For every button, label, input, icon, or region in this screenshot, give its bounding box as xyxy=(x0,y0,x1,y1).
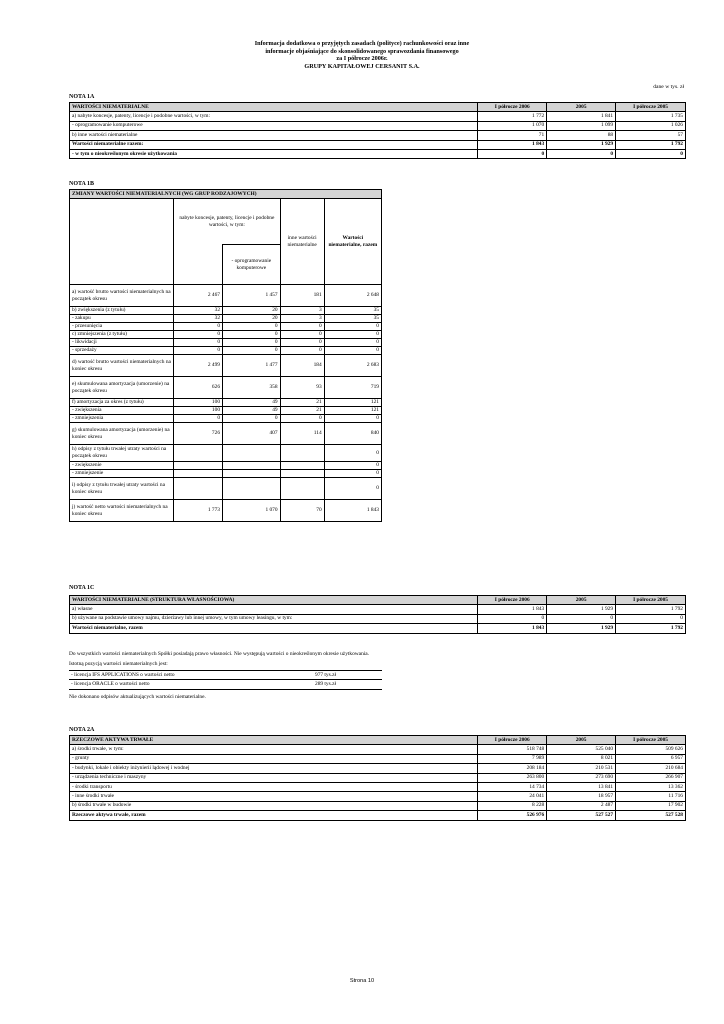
cell-value: 1 843 xyxy=(478,624,547,633)
table-row xyxy=(70,407,382,415)
table-title: ZMIANY WARTOŚCI NIEMATERIALNYCH (WG GRUP RODZAJOWYCH) xyxy=(70,190,382,199)
cell-value: 13 841 xyxy=(547,782,616,791)
cell-value: 93 xyxy=(280,377,324,399)
cell-value: 0 xyxy=(280,415,324,423)
cell-value: 210 531 xyxy=(547,764,616,773)
cell-value: 18 957 xyxy=(547,792,616,801)
cell-value: 2 499 xyxy=(174,355,223,377)
cell-value: 2 487 xyxy=(547,801,616,810)
cell-value: 263 800 xyxy=(478,773,547,782)
cell-value: 0 xyxy=(223,339,281,347)
row-label: i) odpisy z tytułu trwałej utraty wartości na koniec okresu xyxy=(70,478,174,500)
row-label: - grunty xyxy=(70,754,478,763)
cell-value: 49 xyxy=(223,399,281,407)
row-label: b) zwiększenia (z tytułu) xyxy=(70,307,174,315)
cell-value: 32 xyxy=(174,315,223,323)
table-row xyxy=(70,399,382,407)
cell-value xyxy=(174,445,223,462)
cell-value: 49 xyxy=(223,407,281,415)
cell-value: 0 xyxy=(324,462,381,470)
row-label: h) odpisy z tytułu trwałej utraty wartości na początek okresu xyxy=(70,445,174,462)
impairment-note: Nie dokonano odpisów aktualizujących wartości niematerialne. xyxy=(69,694,206,700)
cell-value: 13 362 xyxy=(616,782,686,791)
cell-value: 0 xyxy=(174,339,223,347)
nota-1c-table xyxy=(69,595,686,634)
row-label: f) amortyzacja za okres (z tytułu) xyxy=(70,399,174,407)
page-number: Strona 10 xyxy=(349,978,375,984)
table-row xyxy=(70,792,686,801)
cell-value: 0 xyxy=(478,614,547,623)
cell-value: 7 989 xyxy=(478,754,547,763)
license-intro: Istotną pozycją wartości niematerialnych jest: xyxy=(69,661,168,667)
cell-value: 0 xyxy=(174,347,223,355)
cell-value: 1 792 xyxy=(616,605,686,614)
cell-value: 0 xyxy=(223,323,281,331)
cell-value: 0 xyxy=(324,470,381,478)
header-line-3: za I półrocze 2006r. xyxy=(336,55,388,63)
header-line-2: informacje objaśniające do skonsolidowanego sprawozdania finansowego xyxy=(265,47,459,55)
cell-value xyxy=(223,478,281,500)
row-label: - zwiększenia xyxy=(70,407,174,415)
table-row xyxy=(70,764,686,773)
row-label: - zmniejszenie xyxy=(70,470,174,478)
cell-value xyxy=(280,462,324,470)
row-label: c) zmniejszenia (z tytułu) xyxy=(70,331,174,339)
table-row xyxy=(70,773,686,782)
cell-value: 0 xyxy=(324,331,381,339)
cell-value: 20 xyxy=(223,307,281,315)
cell-value: 0 xyxy=(616,614,686,623)
table-row xyxy=(70,423,382,445)
cell-value: 1 477 xyxy=(223,355,281,377)
cell-value: 70 xyxy=(280,500,324,522)
table-title: WARTOŚCI NIEMATERIALNE (STRUKTURA WŁASNOŚCIOWA) xyxy=(70,596,478,605)
cell-value: 0 xyxy=(324,323,381,331)
cell-value: 6 957 xyxy=(616,754,686,763)
cell-value: 527 527 xyxy=(547,811,616,820)
cell-value: 0 xyxy=(547,149,616,158)
cell-value: 1 026 xyxy=(616,121,686,130)
ownership-note: Do wszystkich wartości niematerialnych Spółki posiadają prawo własności. Nie występują wartości o nieokreślonym okresie użytkowania. xyxy=(69,651,370,657)
cell-value: 1 457 xyxy=(223,285,281,307)
cell-value: 525 040 xyxy=(547,745,616,754)
row-label: a) wartość brutto wartości niematerialnych na początek okresu xyxy=(70,285,174,307)
nota-1b-table xyxy=(69,189,382,522)
row-label: g) skumulowana amortyzacja (umorzenie) na koniec okresu xyxy=(70,423,174,445)
table-title: WARTOŚCI NIEMATERIALNE xyxy=(70,103,478,112)
cell-value: 0 xyxy=(280,347,324,355)
cell-value: 1 070 xyxy=(223,500,281,522)
cell-value: 1 772 xyxy=(478,112,547,121)
cell-value: 3 xyxy=(280,315,324,323)
license-value: 289 tys.zł xyxy=(313,680,382,689)
license-label: - licencja ORACLE o wartości netto xyxy=(69,680,313,689)
row-label: Wartości niematerialne razem: xyxy=(70,140,478,149)
row-label: Rzeczowe aktywa trwałe, razem xyxy=(70,811,478,820)
row-label: - urządzenia techniczne i maszyny xyxy=(70,773,478,782)
table-row xyxy=(70,811,686,820)
nota-2a-label: NOTA 2A xyxy=(69,727,95,733)
table-row xyxy=(70,624,686,633)
cell-value: 181 xyxy=(280,285,324,307)
row-label: - zmniejszenia xyxy=(70,415,174,423)
cell-value xyxy=(223,445,281,462)
row-label: - likwidacji xyxy=(70,339,174,347)
table-row xyxy=(70,315,382,323)
cell-value: 8 228 xyxy=(478,801,547,810)
cell-value: 88 xyxy=(547,131,616,140)
cell-value: 57 xyxy=(616,131,686,140)
table-row xyxy=(70,605,686,614)
cell-value: 1 735 xyxy=(616,112,686,121)
cell-value: 358 xyxy=(223,377,281,399)
cell-value: 210 684 xyxy=(616,764,686,773)
cell-value: 526 976 xyxy=(478,811,547,820)
column-header: I półrocze 2005 xyxy=(616,736,686,745)
cell-value: 121 xyxy=(324,407,381,415)
table-row xyxy=(70,121,686,130)
row-label: - w tym o nieokreślonym okresie użytkowania xyxy=(70,149,478,158)
table-row xyxy=(70,377,382,399)
cell-value: 1 792 xyxy=(616,140,686,149)
license-label: - licencja IFS APPLICATIONS o wartości netto xyxy=(69,671,313,680)
table-row xyxy=(70,347,382,355)
cell-value: 0 xyxy=(324,478,381,500)
cell-value: 626 xyxy=(174,377,223,399)
column-header: I półrocze 2005 xyxy=(616,103,686,112)
cell-value: 20 xyxy=(223,315,281,323)
cell-value: 0 xyxy=(223,347,281,355)
cell-value: 1 792 xyxy=(616,624,686,633)
cell-value: 184 xyxy=(280,355,324,377)
cell-value: 1 929 xyxy=(547,140,616,149)
cell-value: 2 683 xyxy=(324,355,381,377)
row-label: - sprzedaży xyxy=(70,347,174,355)
row-label: b) inne wartości niematerialne xyxy=(70,131,478,140)
column-header: nabyte koncesje, patenty, licencje i podobne wartości, w tym: xyxy=(174,199,280,245)
cell-value: 0 xyxy=(280,323,324,331)
column-header: I półrocze 2006 xyxy=(478,103,547,112)
column-header: 2005 xyxy=(547,103,616,112)
cell-value: 0 xyxy=(324,347,381,355)
license-table xyxy=(69,670,382,690)
cell-value: 1 841 xyxy=(547,112,616,121)
table-title: RZECZOWE AKTYWA TRWAŁE xyxy=(70,736,478,745)
document-header xyxy=(0,40,724,70)
cell-value: 100 xyxy=(174,399,223,407)
cell-value: 0 xyxy=(478,149,547,158)
cell-value: 0 xyxy=(174,323,223,331)
table-row xyxy=(70,500,382,522)
cell-value: 1 843 xyxy=(478,140,547,149)
row-label: - środki transportu xyxy=(70,782,478,791)
cell-value: 527 528 xyxy=(616,811,686,820)
header-line-1: Informacja dodatkowa o przyjętych zasadach (polityce) rachunkowości oraz inne xyxy=(254,40,470,47)
table-row xyxy=(70,445,382,462)
cell-value xyxy=(280,478,324,500)
table-row xyxy=(70,754,686,763)
cell-value: 35 xyxy=(324,307,381,315)
cell-value: 1 929 xyxy=(547,605,616,614)
table-row xyxy=(70,307,382,315)
table-row xyxy=(70,355,382,377)
table-row xyxy=(70,140,686,149)
cell-value: 1 773 xyxy=(174,500,223,522)
table-row xyxy=(70,614,686,623)
cell-value xyxy=(223,470,281,478)
table-row xyxy=(70,339,382,347)
cell-value: 0 xyxy=(280,331,324,339)
row-label: a) nabyte koncesje, patenty, licencje i podobne wartości, w tym: xyxy=(70,112,478,121)
cell-value: 726 xyxy=(174,423,223,445)
column-header: I półrocze 2005 xyxy=(616,596,686,605)
row-label: b) używane na podstawie umowy najmu, dzierżawy lub innej umowy, w tym umowy leasingu, w tym: xyxy=(70,614,478,623)
column-header: Wartości niematerialne, razem xyxy=(324,199,381,285)
cell-value: 14 734 xyxy=(478,782,547,791)
cell-value xyxy=(280,445,324,462)
cell-value: 2 467 xyxy=(174,285,223,307)
cell-value: 8 021 xyxy=(547,754,616,763)
cell-value xyxy=(280,470,324,478)
table-row xyxy=(70,478,382,500)
cell-value: 0 xyxy=(547,614,616,623)
row-label: - budynki, lokale i obiekty inżynierii lądowej i wodnej xyxy=(70,764,478,773)
cell-value: 0 xyxy=(324,415,381,423)
column-header: inne wartości niematerialne xyxy=(280,199,324,285)
cell-value: 35 xyxy=(324,315,381,323)
cell-value: 21 xyxy=(280,407,324,415)
row-label: - zakupu xyxy=(70,315,174,323)
cell-value: 1 099 xyxy=(547,121,616,130)
nota-2a-table xyxy=(69,735,686,821)
cell-value: 719 xyxy=(324,377,381,399)
row-label: d) wartość brutto wartości niematerialnych na koniec okresu xyxy=(70,355,174,377)
table-row xyxy=(70,415,382,423)
cell-value: 840 xyxy=(324,423,381,445)
row-label: - zwiększenie xyxy=(70,462,174,470)
row-label: e) skumulowana amortyzacja (umorzenie) na początek okresu xyxy=(70,377,174,399)
row-label: a) własne xyxy=(70,605,478,614)
table-row xyxy=(70,131,686,140)
cell-value: 21 xyxy=(280,399,324,407)
cell-value xyxy=(223,462,281,470)
column-subheader: - oprogramowanie komputerowe xyxy=(223,245,281,285)
table-row xyxy=(70,331,382,339)
cell-value: 518 748 xyxy=(478,745,547,754)
cell-value xyxy=(174,478,223,500)
cell-value: 121 xyxy=(324,399,381,407)
cell-value: 0 xyxy=(174,415,223,423)
cell-value: 509 626 xyxy=(616,745,686,754)
header-line-4: GRUPY KAPITAŁOWEJ CERSANIT S.A. xyxy=(304,62,420,70)
cell-value xyxy=(174,470,223,478)
cell-value: 1 843 xyxy=(478,605,547,614)
table-row xyxy=(70,782,686,791)
cell-value: 266 907 xyxy=(616,773,686,782)
cell-value: 100 xyxy=(174,407,223,415)
cell-value: 32 xyxy=(174,307,223,315)
table-row xyxy=(70,149,686,158)
nota-1c-label: NOTA 1C xyxy=(69,585,95,591)
cell-value: 114 xyxy=(280,423,324,445)
units-note: dane w tys. zł xyxy=(653,84,684,90)
cell-value xyxy=(174,462,223,470)
cell-value: 17 902 xyxy=(616,801,686,810)
table-row xyxy=(70,323,382,331)
cell-value: 273 690 xyxy=(547,773,616,782)
column-header: I półrocze 2006 xyxy=(478,736,547,745)
table-row xyxy=(70,801,686,810)
cell-value: 2 648 xyxy=(324,285,381,307)
cell-value: 11 716 xyxy=(616,792,686,801)
cell-value: 0 xyxy=(616,149,686,158)
table-row xyxy=(70,470,382,478)
row-label: - oprogramowanie komputerowe xyxy=(70,121,478,130)
row-label: - przesunięcia xyxy=(70,323,174,331)
cell-value: 24 041 xyxy=(478,792,547,801)
row-label: a) środki trwałe, w tym: xyxy=(70,745,478,754)
cell-value: 0 xyxy=(223,331,281,339)
cell-value: 0 xyxy=(324,445,381,462)
nota-1a-table xyxy=(69,102,686,159)
cell-value: 407 xyxy=(223,423,281,445)
table-row xyxy=(70,745,686,754)
cell-value: 0 xyxy=(324,339,381,347)
row-label: - inne środki trwałe xyxy=(70,792,478,801)
cell-value: 71 xyxy=(478,131,547,140)
cell-value: 1 070 xyxy=(478,121,547,130)
table-row xyxy=(70,112,686,121)
cell-value: 3 xyxy=(280,307,324,315)
cell-value: 1 929 xyxy=(547,624,616,633)
row-label: j) wartość netto wartości niematerialnych na koniec okresu xyxy=(70,500,174,522)
table-row xyxy=(70,285,382,307)
cell-value: 208 184 xyxy=(478,764,547,773)
cell-value: 0 xyxy=(223,415,281,423)
table-row xyxy=(70,462,382,470)
nota-1b-label: NOTA 1B xyxy=(69,181,95,187)
license-value: 977 tys.zł xyxy=(313,671,382,680)
column-header: 2005 xyxy=(547,736,616,745)
cell-value: 1 843 xyxy=(324,500,381,522)
row-label: Wartości niematerialne, razem xyxy=(70,624,478,633)
column-header: I półrocze 2006 xyxy=(478,596,547,605)
cell-value: 0 xyxy=(280,339,324,347)
nota-1a-label: NOTA 1A xyxy=(69,94,95,100)
row-label: b) środki trwałe w budowie xyxy=(70,801,478,810)
cell-value: 0 xyxy=(174,331,223,339)
column-header: 2005 xyxy=(547,596,616,605)
